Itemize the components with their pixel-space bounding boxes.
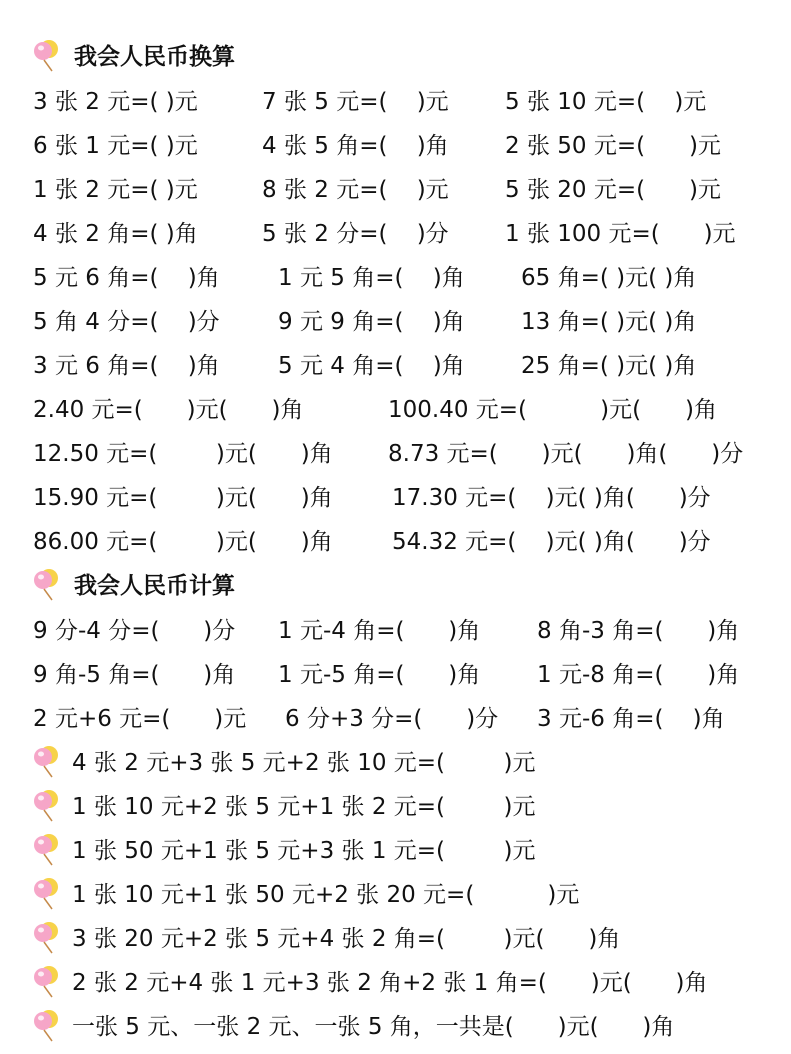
conversion-item: 6 张 1 元=( )元	[33, 133, 198, 159]
problem-item: 1 张 10 元+1 张 50 元+2 张 20 元=( )元	[72, 882, 580, 908]
conversion-item: 8.73 元=( )元( )角( )分	[388, 441, 744, 467]
conversion-item: 5 张 20 元=( )元	[505, 177, 721, 203]
conversion-row	[0, 476, 711, 520]
conversion-item: 100.40 元=( )元( )角	[388, 397, 717, 423]
calculation-row	[0, 653, 740, 697]
conversion-row	[0, 520, 711, 564]
conversion-item: 7 张 5 元=( )元	[262, 89, 449, 115]
conversion-row	[0, 212, 736, 256]
conversion-item: 17.30 元=( )元( )角( )分	[392, 485, 711, 511]
balloon-icon	[32, 832, 62, 866]
problem-item: 1 张 10 元+2 张 5 元+1 张 2 元=( )元	[72, 794, 536, 820]
conversion-row	[0, 300, 697, 344]
conversion-item: 5 张 10 元=( )元	[505, 89, 707, 115]
conversion-row	[0, 168, 721, 212]
conversion-item: 15.90 元=( )元( )角	[33, 485, 333, 511]
calculation-item: 3 元-6 角=( )角	[537, 706, 725, 732]
section1-title: 我会人民币换算	[74, 44, 235, 70]
conversion-item: 12.50 元=( )元( )角	[33, 441, 333, 467]
balloon-icon	[32, 567, 62, 601]
conversion-item: 8 张 2 元=( )元	[262, 177, 449, 203]
problem-item: 3 张 20 元+2 张 5 元+4 张 2 角=( )元( )角	[72, 926, 621, 952]
conversion-item: 3 张 2 元=( )元	[33, 89, 198, 115]
calculation-row	[0, 609, 740, 653]
balloon-icon	[32, 964, 62, 998]
section2-title: 我会人民币计算	[74, 573, 235, 599]
problem-item: 4 张 2 元+3 张 5 元+2 张 10 元=( )元	[72, 750, 536, 776]
conversion-item: 86.00 元=( )元( )角	[33, 529, 333, 555]
problem-item: 1 张 50 元+1 张 5 元+3 张 1 元=( )元	[72, 838, 536, 864]
conversion-item: 5 角 4 分=( )分	[33, 309, 220, 335]
balloon-icon	[32, 744, 62, 778]
conversion-item: 1 元 5 角=( )角	[278, 265, 465, 291]
calculation-item: 9 角-5 角=( )角	[33, 662, 236, 688]
problem-item: 一张 5 元、一张 2 元、一张 5 角，一共是( )元( )角	[72, 1014, 675, 1040]
conversion-item: 65 角=( )元( )角	[521, 265, 697, 291]
conversion-item: 4 张 2 角=( )角	[33, 221, 198, 247]
conversion-item: 1 张 100 元=( )元	[505, 221, 736, 247]
conversion-item: 25 角=( )元( )角	[521, 353, 697, 379]
conversion-item: 3 元 6 角=( )角	[33, 353, 220, 379]
conversion-item: 5 张 2 分=( )分	[262, 221, 449, 247]
conversion-row	[0, 344, 697, 388]
conversion-row	[0, 124, 721, 168]
conversion-row	[0, 80, 707, 124]
calculation-item: 1 元-4 角=( )角	[278, 618, 481, 644]
calculation-item: 1 元-8 角=( )角	[537, 662, 740, 688]
calculation-row	[0, 697, 725, 741]
calculation-item: 2 元+6 元=( )元	[33, 706, 247, 732]
conversion-item: 54.32 元=( )元( )角( )分	[392, 529, 711, 555]
conversion-item: 2.40 元=( )元( )角	[33, 397, 304, 423]
problem-item: 2 张 2 元+4 张 1 元+3 张 2 角+2 张 1 角=( )元( )角	[72, 970, 708, 996]
balloon-icon	[32, 920, 62, 954]
balloon-icon	[32, 788, 62, 822]
conversion-item: 5 元 4 角=( )角	[278, 353, 465, 379]
conversion-row	[0, 388, 717, 432]
balloon-icon	[32, 1008, 62, 1042]
calculation-item: 8 角-3 角=( )角	[537, 618, 740, 644]
calculation-item: 9 分-4 分=( )分	[33, 618, 236, 644]
conversion-item: 4 张 5 角=( )角	[262, 133, 449, 159]
conversion-item: 13 角=( )元( )角	[521, 309, 697, 335]
calculation-item: 6 分+3 分=( )分	[285, 706, 499, 732]
conversion-row	[0, 256, 697, 300]
balloon-icon	[32, 876, 62, 910]
balloon-icon	[32, 38, 62, 72]
conversion-item: 2 张 50 元=( )元	[505, 133, 721, 159]
conversion-row	[0, 432, 744, 476]
conversion-item: 1 张 2 元=( )元	[33, 177, 198, 203]
conversion-item: 9 元 9 角=( )角	[278, 309, 465, 335]
conversion-item: 5 元 6 角=( )角	[33, 265, 220, 291]
calculation-item: 1 元-5 角=( )角	[278, 662, 481, 688]
